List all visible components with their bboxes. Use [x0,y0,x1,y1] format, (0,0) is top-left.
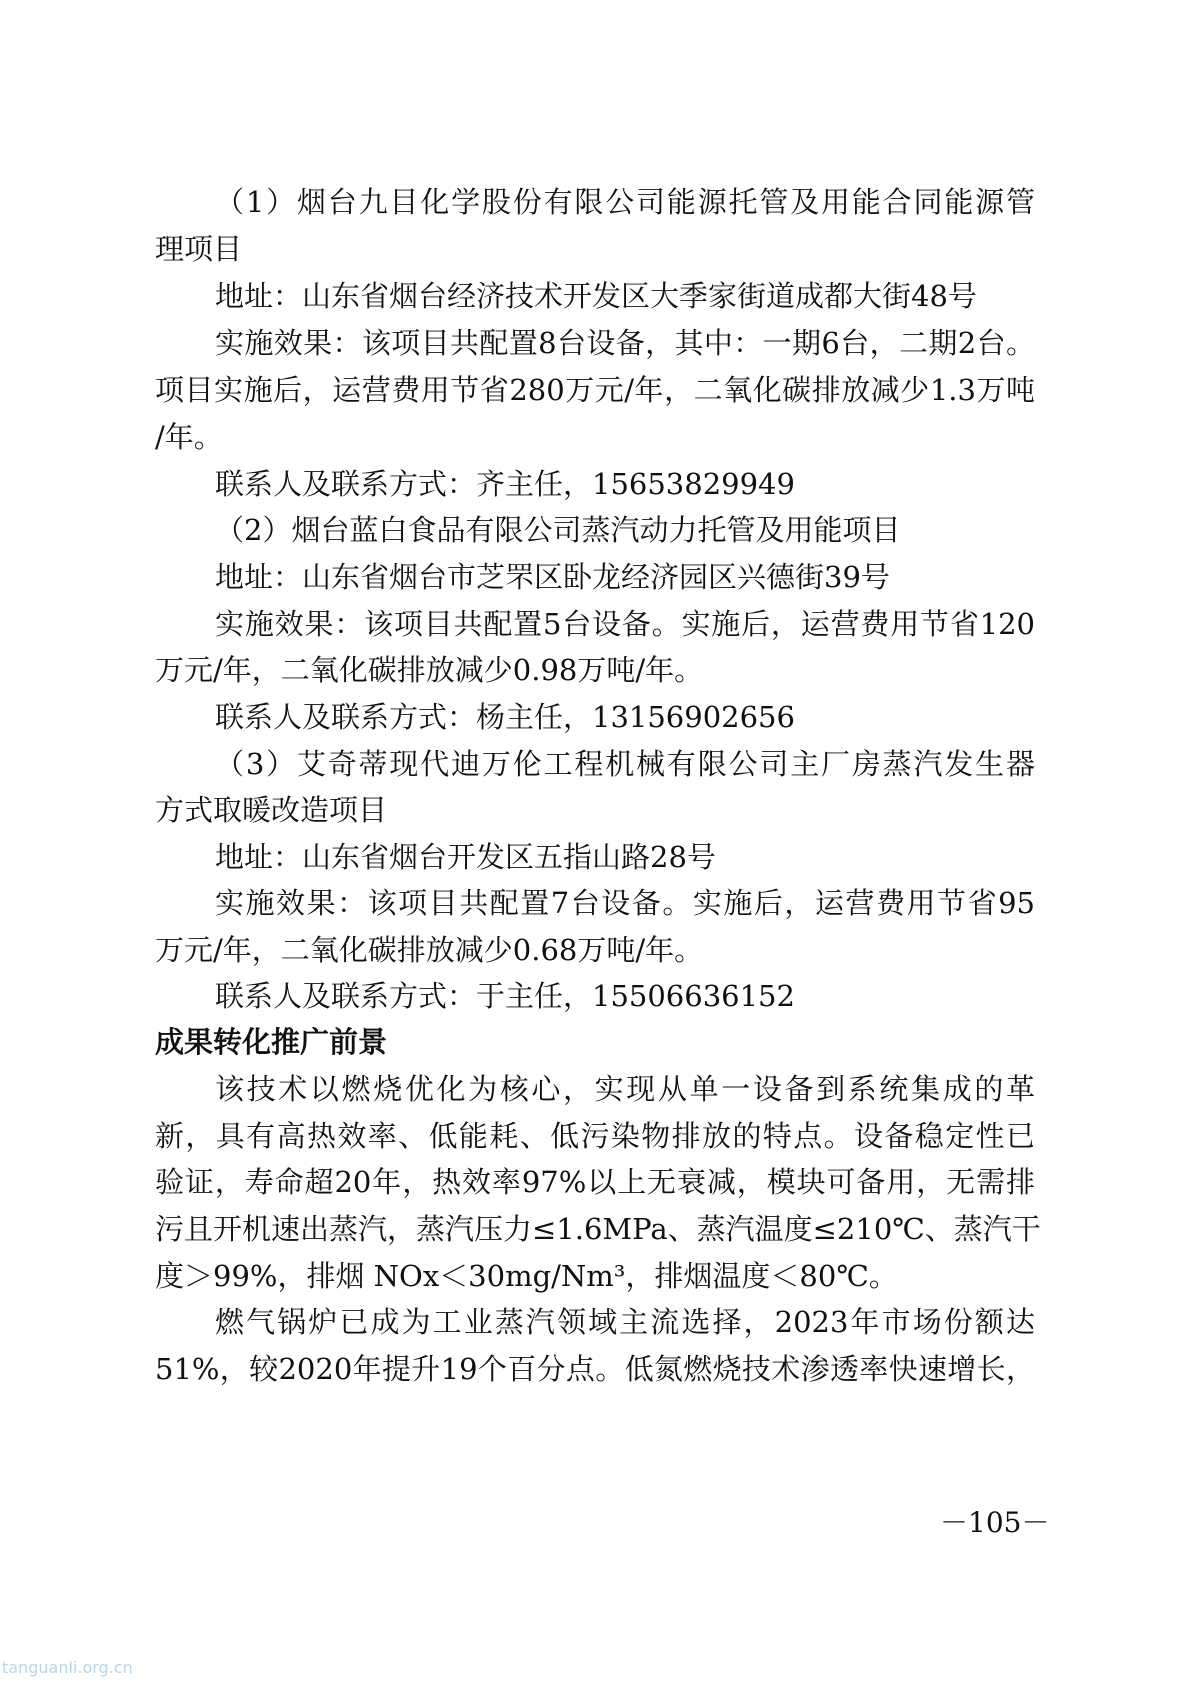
project-1-contact: 联系人及联系方式：齐主任，15653829949 [215,467,795,501]
project-2-title: （2）烟台蓝白食品有限公司蒸汽动力托管及用能项目 [215,513,901,547]
para1-line1: 该技术以燃烧优化为核心，实现从单一设备到系统集成的革 [215,1072,1035,1106]
para2-line2: 51%，较2020年提升19个百分点。低氮燃烧技术渗透率快速增长， [155,1352,1035,1386]
project-3-title-line2: 方式取暖改造项目 [155,793,388,827]
project-2-effect-line2: 万元/年，二氧化碳排放减少0.98万吨/年。 [155,653,704,687]
project-1-address: 地址：山东省烟台经济技术开发区大季家街道成都大街48号 [215,279,977,313]
project-3-contact: 联系人及联系方式：于主任，15506636152 [215,979,795,1013]
project-1-effect-line2: 项目实施后，运营费用节省280万元/年，二氧化碳排放减少1.3万吨 [155,373,1035,407]
project-1-title-line1: （1）烟台九目化学股份有限公司能源托管及用能合同能源管 [215,185,1035,219]
project-1-effect-line1: 实施效果：该项目共配置8台设备，其中：一期6台，二期2台。 [215,326,1035,360]
project-2-address: 地址：山东省烟台市芝罘区卧龙经济园区兴德街39号 [215,560,890,594]
para1-line4: 污且开机速出蒸汽，蒸汽压力≤1.6MPa、蒸汽温度≤210℃、蒸汽干 [155,1212,1041,1246]
section-heading: 成果转化推广前景 [155,1025,388,1059]
project-2-effect-line1: 实施效果：该项目共配置5台设备。实施后，运营费用节省120 [215,607,1035,641]
project-1-title-line2: 理项目 [155,232,243,266]
project-2-contact: 联系人及联系方式：杨主任，13156902656 [215,700,795,734]
para1-line3: 验证，寿命超20年，热效率97%以上无衰减，模块可备用，无需排 [155,1165,1035,1199]
para1-line5: 度＞99%，排烟 NOx＜30mg/Nm³，排烟温度＜80℃。 [155,1259,898,1293]
page-number: －105－ [940,1506,1050,1539]
project-3-effect-line2: 万元/年，二氧化碳排放减少0.68万吨/年。 [155,933,704,967]
project-3-title-line1: （3）艾奇蒂现代迪万伦工程机械有限公司主厂房蒸汽发生器 [215,747,1035,781]
project-1-effect-line3: /年。 [155,420,223,454]
project-3-effect-line1: 实施效果：该项目共配置7台设备。实施后，运营费用节省95 [215,886,1035,920]
watermark: tanguanli.org.cn [2,1658,133,1677]
para2-line1: 燃气锅炉已成为工业蒸汽领域主流选择，2023年市场份额达 [215,1305,1035,1339]
para1-line2: 新，具有高热效率、低能耗、低污染物排放的特点。设备稳定性已 [155,1119,1035,1153]
project-3-address: 地址：山东省烟台开发区五指山路28号 [215,840,716,874]
